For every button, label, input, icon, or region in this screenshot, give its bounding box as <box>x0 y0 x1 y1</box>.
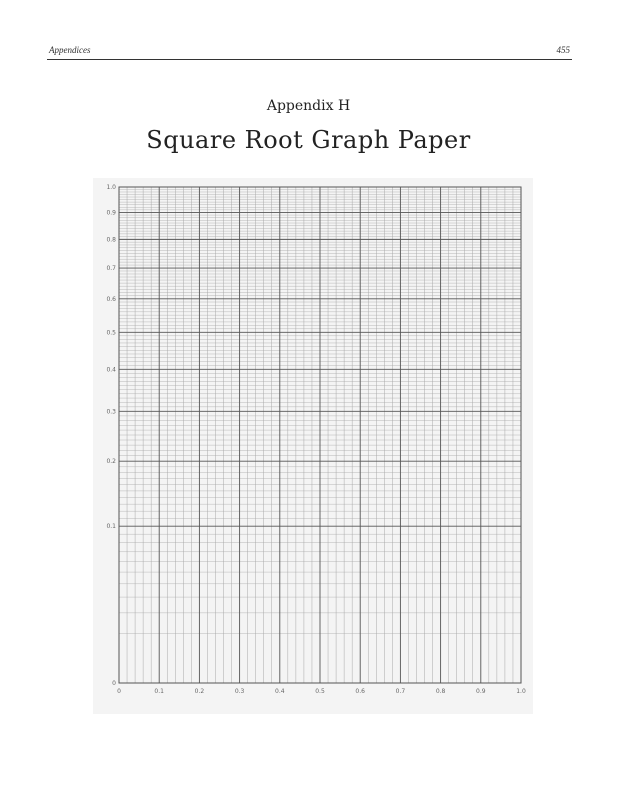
x-tick-label: 0 <box>117 688 121 695</box>
y-tick-label: 0.6 <box>106 295 116 303</box>
y-tick-label: 0.5 <box>106 329 116 337</box>
y-tick-label: 0.2 <box>106 458 116 466</box>
y-tick-label: 0.7 <box>106 265 116 273</box>
x-tick-label: 1.0 <box>516 688 526 695</box>
page-number: 455 <box>556 45 570 55</box>
y-tick-label: 0 <box>112 680 116 687</box>
x-tick-label: 0.1 <box>154 688 164 695</box>
y-tick-label: 0.1 <box>106 523 116 531</box>
running-header <box>47 44 572 60</box>
appendix-label: Appendix H <box>266 98 351 114</box>
x-tick-label: 0.4 <box>275 688 285 695</box>
x-tick-label: 0.8 <box>435 688 446 695</box>
x-tick-label: 0.2 <box>194 688 205 695</box>
y-tick-label: 0.4 <box>106 366 116 374</box>
x-tick-label: 0.3 <box>234 688 245 695</box>
x-tick-label: 0.5 <box>315 688 325 695</box>
page-title: Square Root Graph Paper <box>146 126 471 154</box>
y-tick-label: 1.0 <box>106 184 116 191</box>
graph-grid-svg <box>93 178 533 714</box>
y-tick-label: 0.8 <box>106 236 116 244</box>
x-tick-label: 0.7 <box>395 688 406 695</box>
y-tick-label: 0.9 <box>106 209 116 217</box>
graph-paper <box>93 178 533 714</box>
y-tick-label: 0.3 <box>106 408 116 416</box>
x-tick-label: 0.6 <box>355 688 365 695</box>
x-tick-label: 0.9 <box>476 688 486 695</box>
section-name: Appendices <box>49 45 91 55</box>
